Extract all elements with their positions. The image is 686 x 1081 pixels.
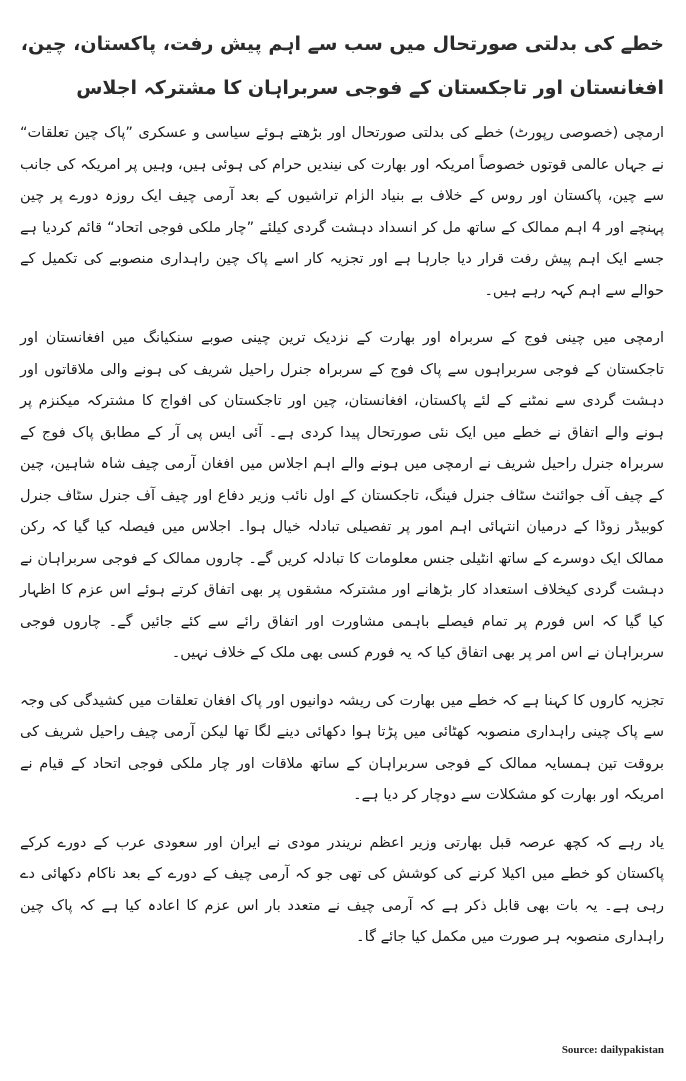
article-headline: خطے کی بدلتی صورتحال میں سب سے اہم پیش رفت، پاکستان، چین، افغانستان اور تاجکستان کے فوجی سربراہان کا مشترکہ اجلاس <box>20 33 664 99</box>
article-paragraph: ارمچی میں چینی فوج کے سربراہ اور بھارت کے نزدیک ترین چینی صوبے سنکیانگ میں افغانستان اور تاجکستان کے فوجی سربراہوں سے پاک فوج کے سربراہ جنرل راحیل شریف کی ہونے والی ملاقاتوں اور دہشت گردی سے نمٹنے کے لئے پاکستان، افغانستان، چین اور تاجکستان کی افواج کا مشترکہ میکنزم پر ہونے والے اتفاق نے خطے میں ایک نئی صورتحال پیدا کردی ہے۔ آئی ایس پی آر کے مطابق پاک فوج کے سربراہ جنرل راحیل شریف نے ارمچی میں ہونے والے اہم اجلاس میں افغان آرمی چیف شاہ شاہین، چین کے چیف آف جوائنٹ سٹاف جنرل فینگ، تاجکستان کے اول نائب وزیر دفاع اور چیف آف جنرل سٹاف جنرل کوبیڈر زوڈا کے درمیان انتہائی اہم امور پر تفصیلی تبادلہ خیال ہوا۔ اجلاس میں فیصلہ کیا گیا کہ رکن ممالک ایک دوسرے کے ساتھ انٹیلی جنس معلومات کا تبادلہ کریں گے۔ چاروں ممالک کے فوجی سربراہان نے دہشت گردی کیخلاف استعداد کار بڑھانے اور مشترکہ مشقوں پر بھی اتفاق کرتے ہوئے اس عزم کا اظہار کیا گیا کہ اس فورم پر تمام فیصلے باہمی مشاورت اور اتفاق رائے سے کئے جائیں گے۔ چاروں فوجی سربراہان نے اس امر پر بھی اتفاق کیا کہ یہ فورم کسی بھی ملک کے خلاف نہیں۔ <box>20 330 664 661</box>
source-credit: Source: dailypakistan <box>561 1044 664 1056</box>
article-paragraph: ارمچی (خصوصی رپورٹ) خطے کی بدلتی صورتحال اور بڑھتے ہوئے سیاسی و عسکری ”پاک چین تعلقات“ نے جہاں عالمی قوتوں خصوصاً امریکہ اور بھارت کی نیندیں حرام کی ہوئی ہیں، وہیں پر امریکہ کی جانب سے چین، پاکستان اور روس کے خلاف بے بنیاد الزام تراشیوں کے بعد آرمی چیف ایک روزہ دورے پر چین پہنچے اور 4 اہم ممالک کے ساتھ مل کر انسداد دہشت گردی کیلئے ”چار ملکی فوجی اتحاد“ قائم کردیا ہے جسے ایک اہم پیش رفت قرار دیا جارہا ہے اور تجزیہ کار اسے پاک چین راہداری منصوبے کی تکمیل کے حوالے سے اہم کہہ رہے ہیں۔ <box>20 125 664 299</box>
article-paragraph: تجزیہ کاروں کا کہنا ہے کہ خطے میں بھارت کی ریشہ دوانیوں اور پاک افغان تعلقات میں کشیدگی کی وجہ سے پاک چینی راہداری منصوبہ کھٹائی میں پڑتا ہوا دکھائی دینے لگا تھا لیکن آرمی چیف راحیل شریف کی بروقت تین ہمسایہ ممالک کے فوجی سربراہان کے ساتھ ملاقات اور چار ملکی فوجی اتحاد کے قیام نے امریکہ اور بھارت کو مشکلات سے دوچار کر دیا ہے۔ <box>20 692 664 803</box>
article-paragraph: یاد رہے کہ کچھ عرصہ قبل بھارتی وزیر اعظم نریندر مودی نے ایران اور سعودی عرب کے دورے کرکے پاکستان کو خطے میں اکیلا کرنے کی کوشش کی تھی جو کہ آرمی چیف کے دورے کے بعد ناکام دکھائی دے رہی ہے۔ یہ بات بھی قابل ذکر ہے کہ آرمی چیف نے متعدد بار اس عزم کا اعادہ کیا ہے کہ پاک چین راہداری منصوبہ ہر صورت میں مکمل کیا جائے گا۔ <box>20 834 664 945</box>
